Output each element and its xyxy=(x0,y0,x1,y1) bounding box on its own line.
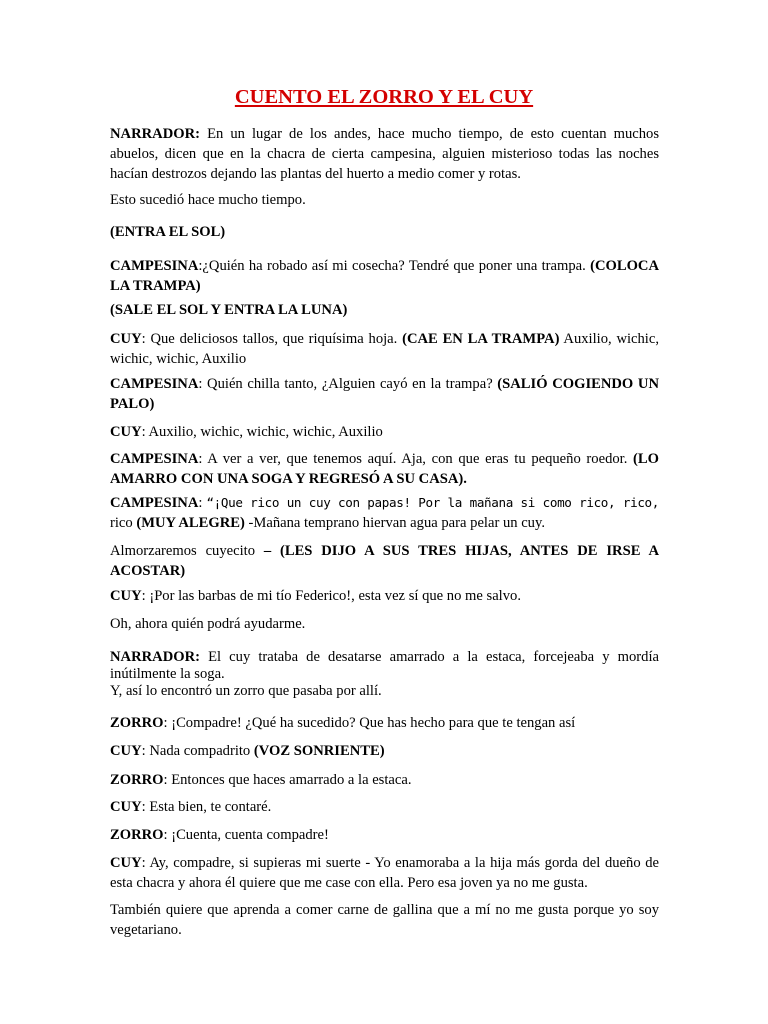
stage-direction-text: (VOZ SONRIENTE) xyxy=(253,743,385,759)
dialogue-text: Esto sucedió hace mucho tiempo. xyxy=(110,192,306,208)
dialogue-text: : ¡Por las barbas de mi tío Federico!, esta vez sí que no me salvo. xyxy=(141,588,521,604)
stage-direction xyxy=(110,300,659,320)
paragraph-zorro-1 xyxy=(110,713,659,733)
dialogue-text: : ¡Cuenta, cuenta compadre! xyxy=(163,827,329,843)
stage-direction xyxy=(110,222,659,242)
speaker-label: CUY xyxy=(110,331,142,347)
paragraph-cuy-1 xyxy=(110,329,659,369)
speaker-label: CUY xyxy=(110,424,142,440)
paragraph-campesina-3 xyxy=(110,449,659,489)
paragraph-cuy-3 xyxy=(110,586,659,606)
speaker-label: ZORRO xyxy=(110,715,164,731)
paragraph-zorro-2 xyxy=(110,770,659,790)
speaker-label: NARRADOR: xyxy=(110,126,200,142)
paragraph-narration-3 xyxy=(110,614,659,634)
dialogue-text: -Mañana temprano hiervan agua para pelar un cuy. xyxy=(244,515,545,531)
paragraph-campesina-4 xyxy=(110,493,659,533)
speaker-label: ZORRO xyxy=(110,772,164,788)
dialogue-text: Oh, ahora quién podrá ayudarme. xyxy=(110,616,306,632)
stage-direction-text: (LO AMARRO CON UNA SOGA Y REGRESÓ A SU CASA). xyxy=(110,451,659,487)
speaker-label: CUY xyxy=(110,588,142,604)
paragraph-cuy-5 xyxy=(110,797,659,817)
dialogue-text: También quiere que aprenda a comer carne de gallina que a mí no me gusta porque yo soy vegetariano. xyxy=(110,902,659,938)
stage-direction-text: (MUY ALEGRE) xyxy=(136,515,245,531)
stage-direction-text: (ENTRA EL SOL) xyxy=(110,224,226,240)
document-title: CUENTO EL ZORRO Y EL CUY xyxy=(234,86,534,108)
dialogue-text: : Nada compadrito xyxy=(141,743,254,759)
paragraph-narration-2 xyxy=(110,541,659,581)
stage-direction-text: (COLOCA LA TRAMPA) xyxy=(110,258,659,294)
paragraph-campesina-2 xyxy=(110,374,659,414)
dialogue-text: : Quién chilla tanto, ¿Alguien cayó en la trampa? xyxy=(198,376,498,392)
dialogue-text: Almorzaremos cuyecito xyxy=(110,543,264,559)
paragraph-narrador-intro xyxy=(110,124,659,184)
speaker-label: CUY xyxy=(110,855,142,871)
stage-direction-text: (SALIÓ COGIENDO UN PALO) xyxy=(110,376,659,412)
dialogue-text: rico xyxy=(110,515,137,531)
paragraph-narrador-2 xyxy=(110,649,659,700)
dialogue-text: : Ay, compadre, si supieras mi suerte - Yo enamoraba a la hija más gorda del dueño de esta chacra y ahora él quiere que me case con ella. Pero esa joven ya no me gusta. xyxy=(110,855,659,891)
dialogue-text: : Entonces que haces amarrado a la estaca. xyxy=(163,772,412,788)
paragraph-narration-4 xyxy=(110,900,659,940)
paragraph-cuy-6 xyxy=(110,853,659,893)
speaker-label: CAMPESINA xyxy=(110,258,199,274)
dialogue-text: : A ver a ver, que tenemos aquí. Aja, con que eras tu pequeño roedor. xyxy=(198,451,634,467)
dialogue-text: :¿Quién ha robado así mi cosecha? Tendré que poner una trampa. xyxy=(198,258,591,274)
stage-direction-text: (CAE EN LA TRAMPA) xyxy=(402,331,560,347)
stage-direction-text: – (LES DIJO A SUS TRES HIJAS, ANTES DE IRSE A ACOSTAR) xyxy=(110,543,659,579)
paragraph-narration xyxy=(110,190,659,210)
dialogue-text: Y, así lo encontró un zorro que pasaba por allí. xyxy=(110,683,382,699)
quote-text: “¡Que rico un cuy con papas! Por la mañana si como rico, rico, xyxy=(206,495,660,510)
speaker-label: NARRADOR: xyxy=(110,649,200,665)
speaker-label: CAMPESINA xyxy=(110,451,199,467)
paragraph-zorro-3 xyxy=(110,825,659,845)
paragraph-cuy-2 xyxy=(110,422,659,442)
dialogue-text: : xyxy=(198,495,207,511)
paragraph-cuy-4 xyxy=(110,741,659,761)
paragraph-campesina-1 xyxy=(110,256,659,296)
dialogue-text: En un lugar de los andes, hace mucho tiempo, de esto cuentan muchos abuelos, dicen que en la chacra de cierta campesina, alguien misterioso todas las noches hacían destrozos dejando las plantas del huerto a medio comer y rotas. xyxy=(110,126,659,182)
dialogue-text: : Esta bien, te contaré. xyxy=(141,799,272,815)
speaker-label: CUY xyxy=(110,799,142,815)
speaker-label: CAMPESINA xyxy=(110,495,199,511)
dialogue-text: Auxilio, wichic, wichic, wichic, Auxilio xyxy=(110,331,659,367)
dialogue-text: : ¡Compadre! ¿Qué ha sucedido? Que has hecho para que te tengan así xyxy=(163,715,576,731)
dialogue-text: : Que deliciosos tallos, que riquísima hoja. xyxy=(141,331,403,347)
stage-direction-text: (SALE EL SOL Y ENTRA LA LUNA) xyxy=(110,302,348,318)
speaker-label: CUY xyxy=(110,743,142,759)
dialogue-text: : Auxilio, wichic, wichic, wichic, Auxilio xyxy=(141,424,383,440)
dialogue-text: El cuy trataba de desatarse amarrado a la estaca, forcejeaba y mordía inútilmente la soga. xyxy=(110,649,659,682)
speaker-label: ZORRO xyxy=(110,827,164,843)
speaker-label: CAMPESINA xyxy=(110,376,199,392)
